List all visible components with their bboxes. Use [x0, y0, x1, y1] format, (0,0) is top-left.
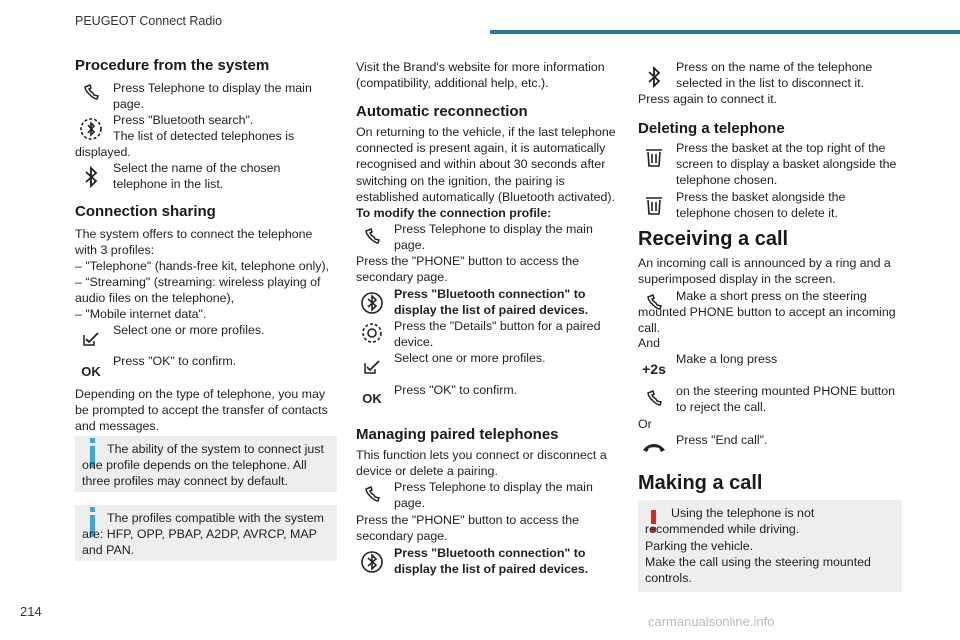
managing-text: This function lets you connect or disconnect a device or delete a pairing. — [356, 448, 607, 479]
info-note-1-text: The ability of the system to connect just one profile depends on the telephone. All three profiles may connect by default. — [82, 442, 324, 489]
delete-step-1: Press the basket at the top right of the screen to display a basket alongside the telephone chosen. — [676, 141, 897, 188]
connection-sharing-heading: Connection sharing — [75, 203, 216, 220]
watermark: carmanualsonline.info — [648, 614, 775, 629]
profile-telephone: – "Telephone" (hands-free kit, telephone only), — [75, 259, 330, 273]
modify-profile-heading: To modify the connection profile: — [356, 206, 552, 220]
ok-icon: OK — [362, 390, 382, 406]
managing-step-2: Press the "PHONE" button to access the secondary page. — [356, 513, 579, 544]
warning-note — [638, 500, 902, 592]
phone-icon — [640, 388, 668, 410]
automatic-reconnection-text: On returning to the vehicle, if the last telephone connected is present again, it is automatically recognised and within about 30 seconds after switching on the ignition, the pairing is established automatically (Bluetooth activated). — [356, 125, 616, 204]
info-note-2 — [75, 505, 337, 561]
phone-icon — [358, 484, 386, 506]
header-accent-bar — [490, 30, 960, 34]
basket-icon — [640, 194, 668, 216]
bluetooth-connection-icon — [358, 292, 386, 314]
delete-step-2: Press the basket alongside the telephone chosen to delete it. — [676, 190, 846, 221]
procedure-step-1: Press Telephone to display the main page. — [113, 81, 312, 112]
connect-step-1: Press on the name of the telephone selected in the list to disconnect it. — [676, 60, 873, 91]
receive-step-4: Press "End call". — [676, 433, 768, 447]
basket-icon — [640, 146, 668, 168]
procedure-step-3: The list of detected telephones is displayed. — [75, 129, 295, 160]
modify-step-2: Press the "PHONE" button to access the secondary page. — [356, 254, 579, 285]
automatic-reconnection-heading: Automatic reconnection — [356, 103, 528, 120]
making-call-heading: Making a call — [638, 472, 763, 494]
phone-icon — [77, 82, 105, 104]
warning-text-1: Using the telephone is not recommended while driving. — [645, 506, 815, 537]
and-label: And — [638, 336, 661, 350]
modify-step-6: Press "OK" to confirm. — [394, 383, 518, 397]
connect-step-2: Press again to connect it. — [638, 92, 778, 106]
running-header: PEUGEOT Connect Radio — [75, 14, 223, 28]
managing-step-3: Press "Bluetooth connection" to display the list of paired devices. — [394, 546, 589, 577]
deleting-telephone-heading: Deleting a telephone — [638, 120, 785, 137]
sharing-intro: The system offers to connect the telephone with 3 profiles: — [75, 227, 313, 258]
warning-text-3: Make the call using the steering mounted controls. — [645, 555, 871, 586]
procedure-heading: Procedure from the system — [75, 57, 270, 74]
or-label: Or — [638, 417, 652, 431]
procedure-step-2: Press "Bluetooth search". — [113, 113, 254, 127]
receive-step-2: Make a long press — [676, 352, 778, 366]
bluetooth-icon — [640, 66, 668, 88]
two-seconds-icon: +2s — [642, 361, 666, 377]
checkbox-icon — [77, 328, 105, 350]
page-number: 214 — [20, 604, 42, 619]
ok-icon: OK — [81, 363, 101, 379]
receiving-text: An incoming call is announced by a ring and a superimposed display in the screen. — [638, 256, 891, 287]
profile-mobile-data: – "Mobile internet data". — [75, 307, 207, 321]
select-profiles-text: Select one or more profiles. — [113, 323, 265, 337]
checkbox-icon — [358, 356, 386, 378]
procedure-step-4: Select the name of the chosen telephone in the list. — [113, 161, 281, 192]
receive-step-1: Make a short press on the steering mounted PHONE button to accept an incoming call. — [638, 289, 896, 336]
press-ok-text: Press "OK" to confirm. — [113, 354, 237, 368]
modify-step-1: Press Telephone to display the main page. — [394, 222, 593, 253]
details-gear-icon — [358, 322, 386, 344]
info-note-2-text: The profiles compatible with the system are: HFP, OPP, PBAP, A2DP, AVRCP, MAP and PAN. — [82, 511, 324, 558]
managing-paired-heading: Managing paired telephones — [356, 426, 559, 443]
modify-step-5: Select one or more profiles. — [394, 351, 546, 365]
depending-text: Depending on the type of telephone, you may be prompted to accept the transfer of contacts and messages. — [75, 387, 328, 434]
receiving-call-heading: Receiving a call — [638, 228, 789, 250]
end-call-icon — [640, 436, 668, 458]
warning-text-2: Parking the vehicle. — [645, 539, 754, 553]
info-note-1 — [75, 436, 337, 492]
managing-step-1: Press Telephone to display the main page. — [394, 480, 593, 511]
profile-streaming: – “Streaming" (streaming: wireless playing of audio files on the telephone), — [75, 275, 321, 306]
visit-website-text: Visit the Brand's website for more information (compatibility, additional help, etc.). — [356, 60, 605, 91]
bluetooth-icon — [77, 166, 105, 188]
phone-icon — [358, 226, 386, 248]
receive-step-3: on the steering mounted PHONE button to reject the call. — [676, 384, 896, 415]
modify-step-3: Press "Bluetooth connection" to display the list of paired devices. — [394, 287, 589, 318]
bluetooth-connection-icon — [358, 551, 386, 573]
modify-step-4: Press the "Details" button for a paired device. — [394, 319, 601, 350]
